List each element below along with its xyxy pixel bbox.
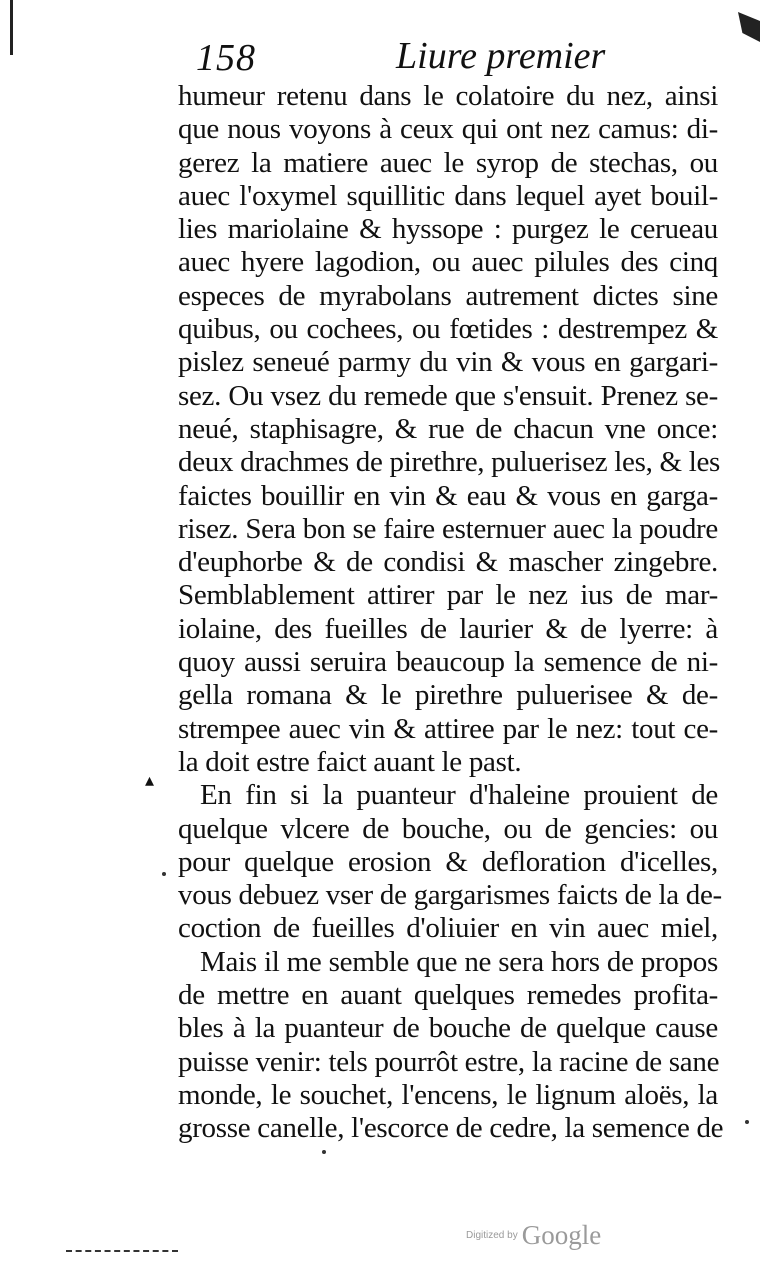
page-number: 158 (196, 37, 256, 79)
text-line: auec l'oxymel squillitic dans lequel ayet bouil- (178, 179, 718, 212)
page-edge-mark (10, 0, 23, 55)
text-line: de mettre en auant quelques remedes profita- (178, 979, 718, 1012)
running-title: Liure premier (396, 35, 606, 77)
text-line: bles à la puanteur de bouche de quelque cause (178, 1012, 718, 1045)
ink-speck (322, 1150, 326, 1154)
text-line: risez. Sera bon se faire esternuer auec la poudre (178, 512, 718, 545)
text-line: faictes bouillir en vin & eau & vous en garga- (178, 479, 718, 512)
body-text (178, 80, 724, 1146)
text-line: neué, staphisagre, & rue de chacun vne once: (178, 412, 718, 445)
text-line: humeur retenu dans le colatoire du nez, ainsi (178, 80, 718, 112)
text-line: strempee auec vin & attiree par le nez: tout ce- (178, 712, 718, 745)
watermark-small-text: Digitized by (466, 1230, 518, 1241)
text-line: d'euphorbe & de condisi & mascher zingebre. (178, 546, 718, 579)
text-line: deux drachmes de pirethre, puluerisez les, & les (178, 446, 721, 479)
digitized-by-google-watermark (466, 1220, 601, 1251)
ink-speck (162, 872, 166, 876)
paragraph-mark-icon: ▴ (145, 770, 155, 790)
text-line: gella romana & le pirethre puluerisee & de- (178, 679, 718, 712)
text-line: puisse venir: tels pourrôt estre, la racine de sane (178, 1045, 720, 1078)
page-header (196, 32, 606, 82)
text-line: quibus, ou cochees, ou fœtides : destrempez & (178, 313, 718, 346)
text-line: lies mariolaine & hyssope : purgez le cerueau (178, 213, 718, 246)
text-line: Semblablement attirer par le nez ius de mar- (178, 579, 718, 612)
text-line: Mais il me semble que ne sera hors de propos (200, 945, 718, 978)
text-line: monde, le souchet, l'encens, le lignum aloës, la (178, 1078, 718, 1111)
ink-speck (745, 1120, 749, 1124)
text-line: grosse canelle, l'escorce de cedre, la semence de (178, 1112, 724, 1145)
text-line: pislez seneué parmy du vin & vous en gargari- (178, 346, 718, 379)
text-line: especes de myrabolans autrement dictes sine (178, 279, 718, 312)
text-line: auec hyere lagodion, ou auec pilules des cinq (178, 246, 718, 279)
text-line: gerez la matiere auec le syrop de stechas, ou (178, 146, 718, 179)
text-line: la doit estre faict auant le past. (178, 745, 522, 778)
text-line: sez. Ou vsez du remede que s'ensuit. Prenez se- (178, 379, 718, 412)
text-line: iolaine, des fueilles de laurier & de lyerre: à (178, 612, 718, 645)
text-line: que nous voyons à ceux qui ont nez camus: di- (178, 113, 718, 146)
text-line: quelque vlcere de bouche, ou de gencies: ou (178, 812, 718, 845)
text-line: pour quelque erosion & defloration d'icelles, (178, 845, 718, 878)
text-line: coction de fueilles d'oliuier en vin auec miel, (178, 912, 718, 945)
page-corner-mark (738, 12, 760, 42)
bottom-edge-mark (66, 1250, 178, 1252)
text-line: quoy aussi seruira beaucoup la semence de ni- (178, 646, 718, 679)
watermark-logo-text: Google (521, 1220, 602, 1250)
text-line: vous debuez vser de gargarismes faicts de la de- (178, 879, 722, 912)
text-line: En fin si la puanteur d'haleine prouient de (200, 779, 718, 812)
